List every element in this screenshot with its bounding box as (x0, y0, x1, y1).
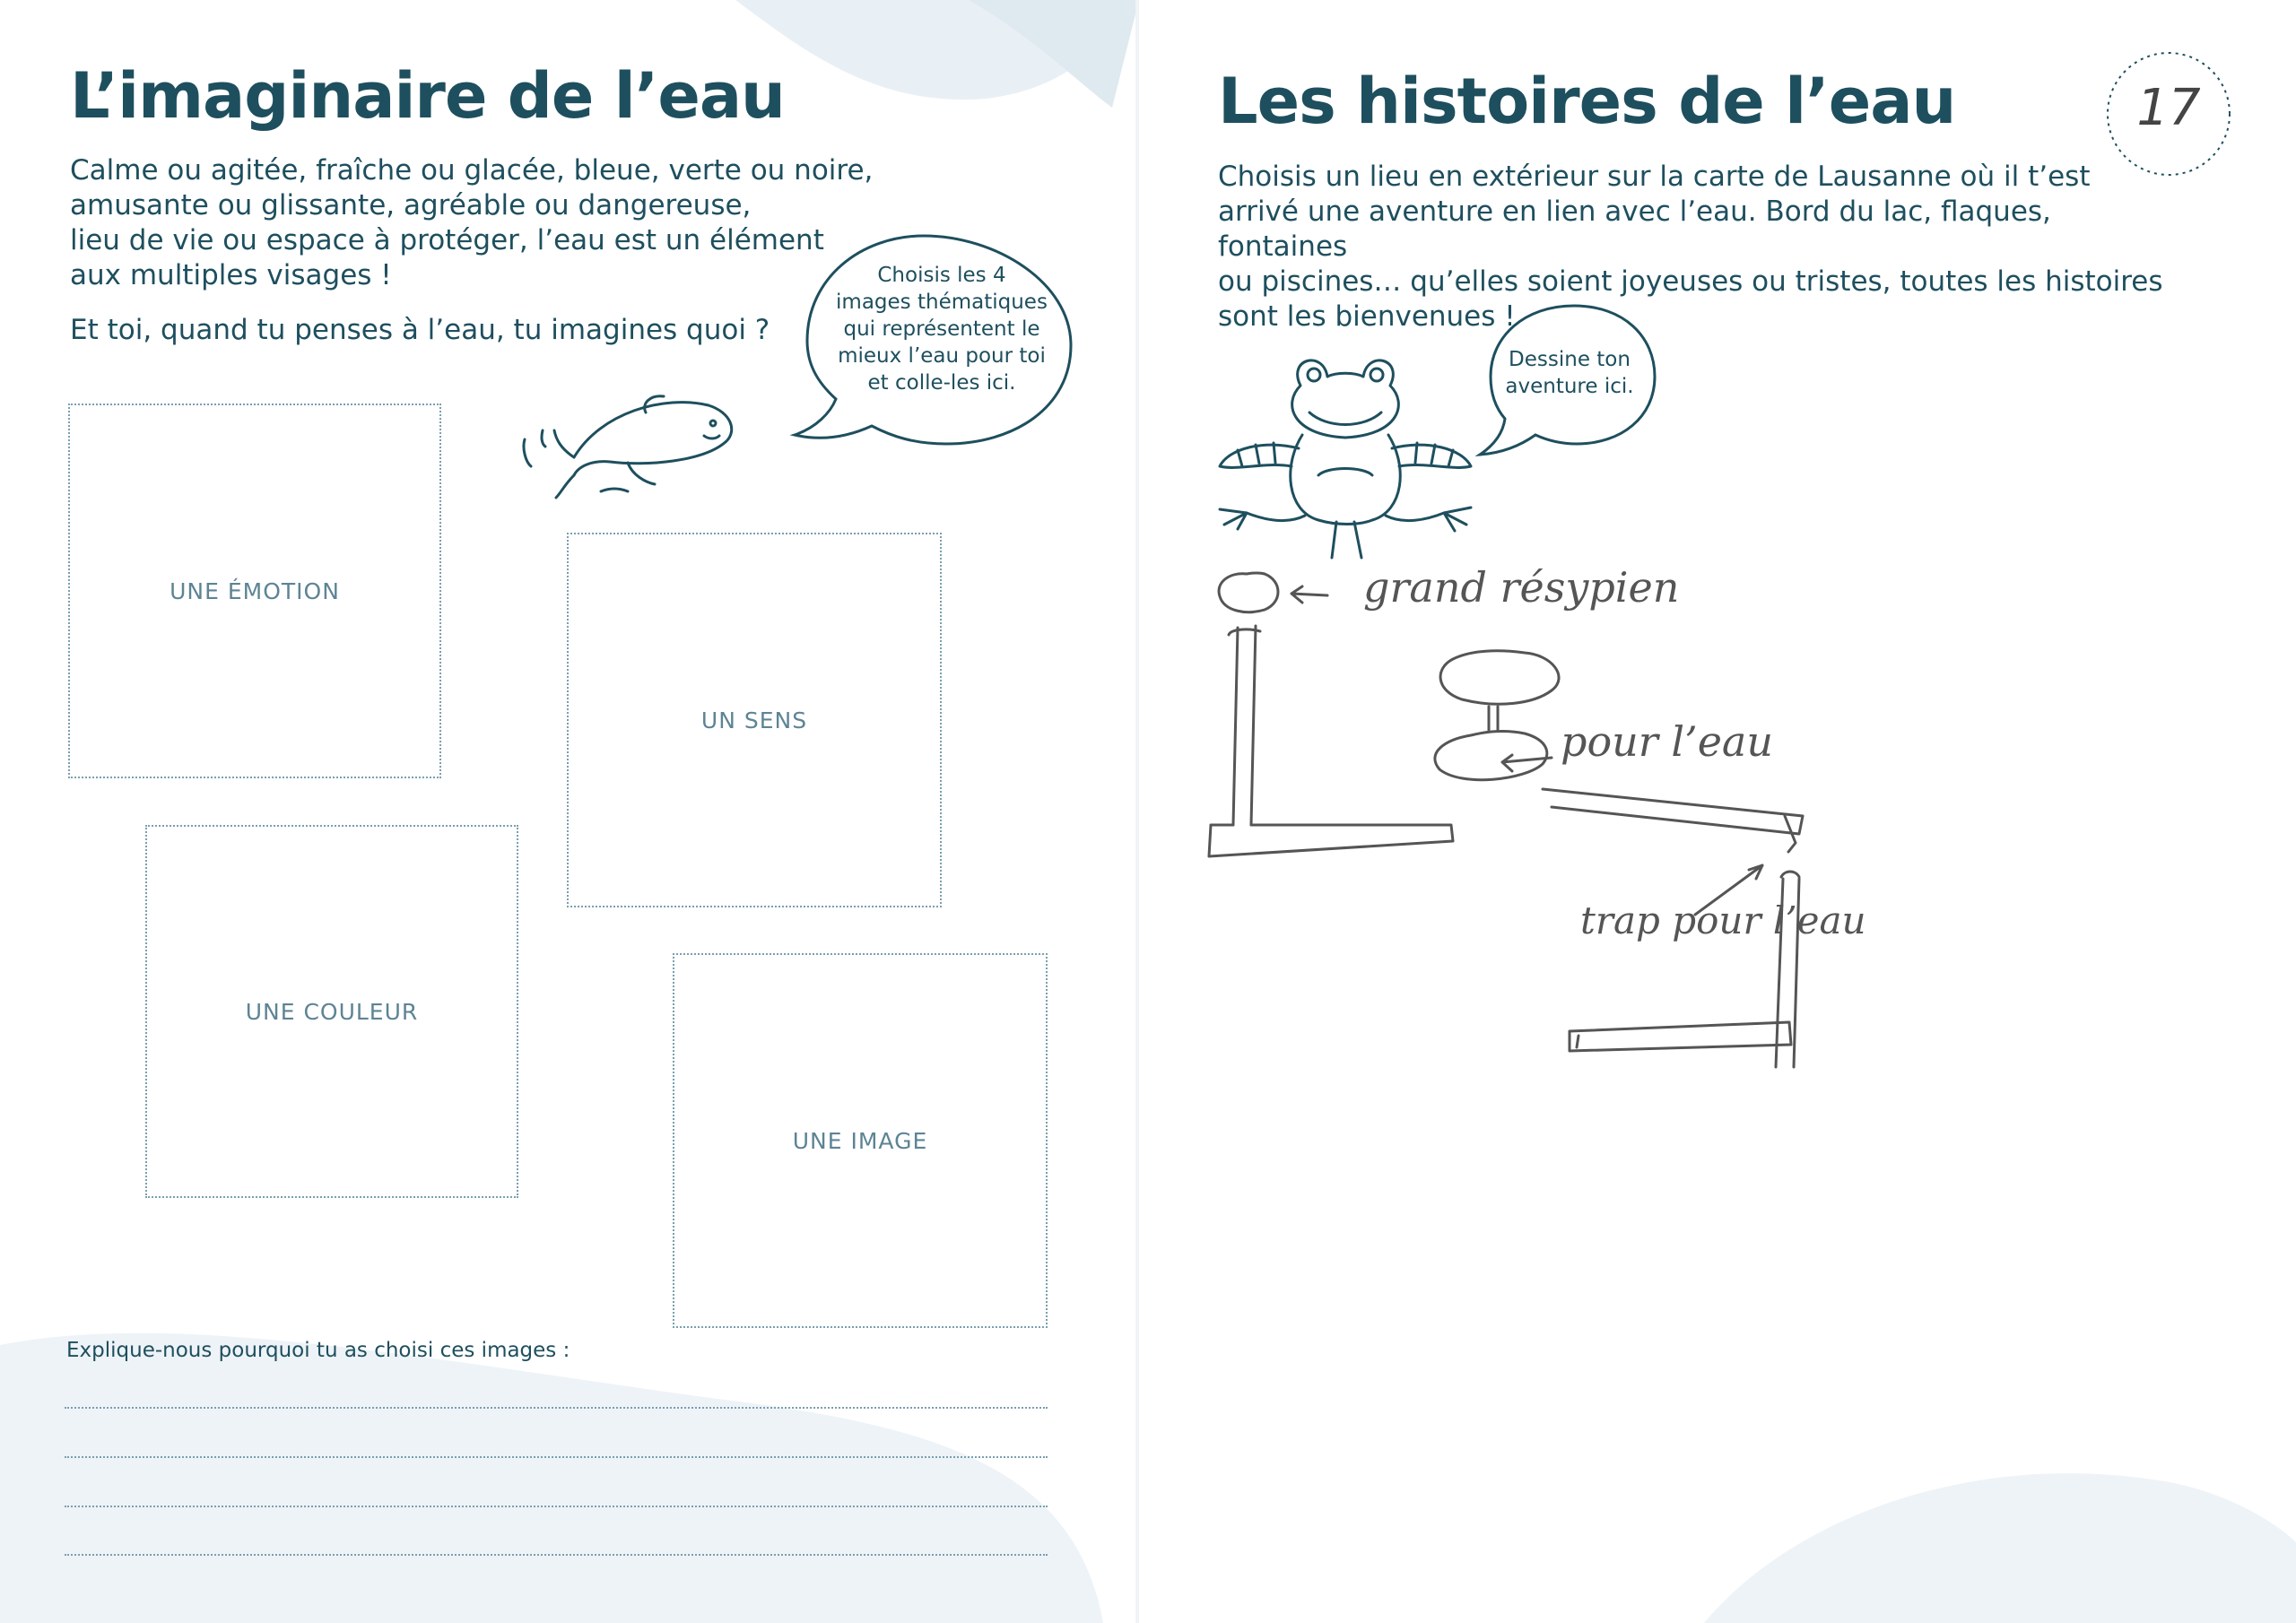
bubble-line: Choisis les 4 (877, 264, 1006, 287)
image-box-image[interactable] (673, 953, 1048, 1328)
right-intro-line: arrivé une aventure en lien avec l’eau. Bord du lac, flaques, fontaines (1218, 195, 2051, 263)
right-intro-line: ou piscines… qu’elles soient joyeuses ou tristes, toutes les histoires (1218, 265, 2163, 298)
left-intro-line: lieu de vie ou espace à protéger, l’eau est un élément (70, 224, 824, 256)
box-label-image: UNE IMAGE (792, 1127, 928, 1154)
handwritten-label-reservoir: grand résypien (1363, 563, 1680, 612)
left-intro-line: Calme ou agitée, fraîche ou glacée, bleue, verte ou noire, (70, 154, 874, 187)
box-label-color: UNE COULEUR (245, 998, 419, 1025)
image-box-sense[interactable] (567, 533, 942, 907)
image-box-color[interactable] (145, 825, 518, 1198)
box-label-emotion: UNE ÉMOTION (170, 577, 340, 604)
explain-prompt: Explique-nous pourquoi tu as choisi ces images : (66, 1339, 570, 1362)
handwritten-label-trap: trap pour l’eau (1580, 898, 1866, 942)
right-intro-line: Choisis un lieu en extérieur sur la carte de Lausanne où il t’est (1218, 161, 2091, 193)
right-page-title: Les histoires de l’eau (1218, 65, 1956, 138)
speech-bubble-left-text (816, 262, 1067, 396)
answer-line[interactable] (65, 1506, 1048, 1507)
bubble-line: mieux l’eau pour toi (838, 344, 1046, 368)
box-label-sense: UN SENS (700, 707, 808, 733)
handwritten-drawing (1193, 556, 1901, 1085)
left-intro-line: amusante ou glissante, agréable ou dangereuse, (70, 189, 752, 221)
bubble-line: qui représentent le (843, 317, 1040, 341)
fish-illustration (511, 377, 744, 502)
frog-illustration (1202, 350, 1480, 565)
bubble-line: Dessine ton (1509, 348, 1631, 371)
answer-line[interactable] (65, 1456, 1048, 1458)
image-box-emotion[interactable] (68, 404, 441, 778)
left-question: Et toi, quand tu penses à l’eau, tu imagines quoi ? (70, 314, 770, 346)
answer-line[interactable] (65, 1407, 1048, 1409)
right-intro (1218, 160, 2169, 334)
bubble-line: et colle-les ici. (867, 371, 1016, 395)
left-intro (70, 153, 877, 293)
bubble-line: aventure ici. (1505, 375, 1634, 398)
speech-bubble-right-text (1489, 346, 1650, 400)
left-page-title: L’imaginaire de l’eau (70, 59, 785, 133)
left-intro-line: aux multiples visages ! (70, 259, 392, 291)
answer-line[interactable] (65, 1554, 1048, 1556)
bubble-line: images thématiques (836, 291, 1048, 314)
handwritten-label-pour-eau: pour l’eau (1561, 717, 1773, 766)
right-intro-line: sont les bienvenues ! (1218, 300, 1516, 333)
page-number: 17 (2136, 79, 2201, 137)
